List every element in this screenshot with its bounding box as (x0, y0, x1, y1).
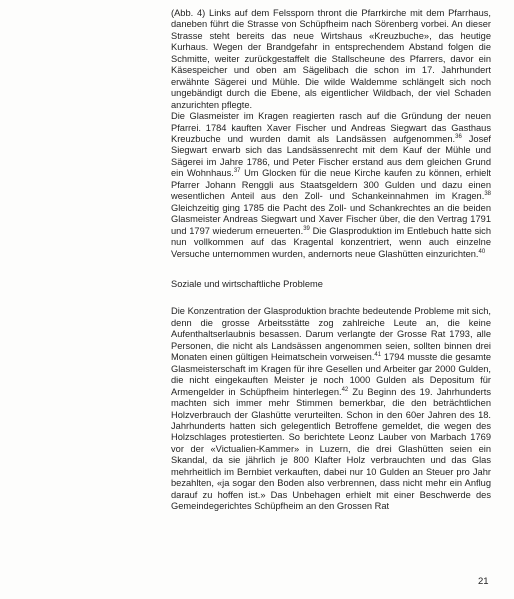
footnote-ref: 39 (303, 225, 310, 232)
text-run: Die Glasmeister im Kragen reagierten rasch auf die Gründung der neuen Pfarrei. 1784 kauften Xaver Fischer und Andreas Siegwart das Gasthaus Kreuzbuche und wurden damit als Landsässen aufgenommen. (171, 111, 491, 144)
footnote-ref: 40 (478, 248, 486, 255)
text-run: Josef Siegwart erwarb sich das Landsässenrecht mit dem Kauf der Mühle und Sägerei im Jahre 1786, und Peter Fischer erstand aus dem gleichen Grund ein Wohnhaus. (171, 133, 491, 179)
footnote-ref: 36 (455, 133, 462, 140)
body-paragraph (171, 111, 491, 260)
text-column (171, 8, 491, 513)
body-paragraph (171, 306, 491, 512)
text-run: Zu Beginn des 19. Jahrhunderts machten sich immer mehr Stimmen bemerkbar, die den beträchtlichen Holzverbrauch der Glashütte verurteilten. Schon in den 60er Jahren des 18. Jahrhunderts hatten sich gelegentlich Betroffene gemeldet, die wegen des Holzschlages protestierten. So berichtete Leonz Lauber von Marbach 1769 vor der «Victualien-Kammer» in Luzern, die drei Glashütten seien ein Skandal, da sie jährlich je 800 Klafter Holz verbrauchten und das Glas mehrheitlich im Bernbiet verkauften, dabei nur 10 Gulden an Steuer pro Jahr bezahlten, «ja sogar den Boden also verbrennen, dass nicht mehr ein Anflug darauf zu hoffen ist.» Das Unbehagen erhielt mit einer Beschwerde des Gemeindegerichtes Schüpfheim an den Grossen Rat (171, 386, 491, 512)
figure-caption-paragraph: (Abb. 4) Links auf dem Felssporn thront die Pfarrkirche mit dem Pfarrhaus, daneben führt die Strasse von Schüpfheim nach Sörenberg vorbei. An dieser Strasse steht bereits das neue Wirtshaus «Kreuzbuche», das heutige Kurhaus. Wegen der Brandgefahr in entsprechendem Abstand folgen die Schmitte, weiter zurückgestaffelt die Stallscheune des Pfarrers, davor ein Käsespeicher und oben am Sägelibach die schon im 17. Jahrhundert erwähnte Sägerei und Mühle. Die wilde Waldemme schlängelt sich noch ungebändigt durch die Ebene, als eigentlicher Wildbach, der viel Schaden anzurichten pflegte. (171, 8, 491, 110)
footnote-ref: 42 (341, 386, 349, 393)
page-number: 21 (478, 576, 489, 587)
text-run: Gleichzeitig ging 1785 die Pacht des Zoll- und Schankrechtes an die beiden Glasmeister Andreas Siegwart und Xaver Fischer über, die den Vertrag 1791 und 1797 wiederum erneuerten. (171, 202, 491, 236)
text-run: Die Glasproduktion im Entlebuch hatte sich nun vollkommen auf das Kragental konzentriert, wenn auch einzelne Versuche unternommen wurden, andernorts neue Glashütten einzurichten. (171, 225, 491, 259)
text-run: Die Konzentration der Glasproduktion brachte bedeutende Probleme mit sich, denn die grosse Arbeitsstätte zog zahlreiche Leute an, die keine Aufenthaltserlaubnis besassen. Darum verlangte der Grosse Rat 1793, alle Personen, die nicht als Landsässen angenommen seien, sollten binnen drei Monaten einen gültigen Heimatschein vorweisen. (171, 306, 491, 363)
footnote-ref: 41 (374, 352, 382, 359)
footnote-ref: 38 (484, 191, 491, 198)
text-run: Um Glocken für die neue Kirche kaufen zu können, erhielt Pfarrer Johann Renggli aus Staatsgeldern 300 Gulden und dazu einen wesentlichen Anteil aus den Zoll- und Schankeinnahmen im Kragen. (171, 168, 491, 202)
footnote-ref: 37 (233, 168, 241, 175)
text-run: 1794 musste die gesamte Glasmeisterschaft im Kragen für ihre Gesellen und Arbeiter gar 2000 Gulden, die nicht eingekauften Meister je noch 1000 Gulden als Depositum für Armengelder in Schüpfheim hinterlegen. (171, 352, 491, 397)
section-heading: Soziale und wirtschaftliche Probleme (171, 278, 323, 289)
